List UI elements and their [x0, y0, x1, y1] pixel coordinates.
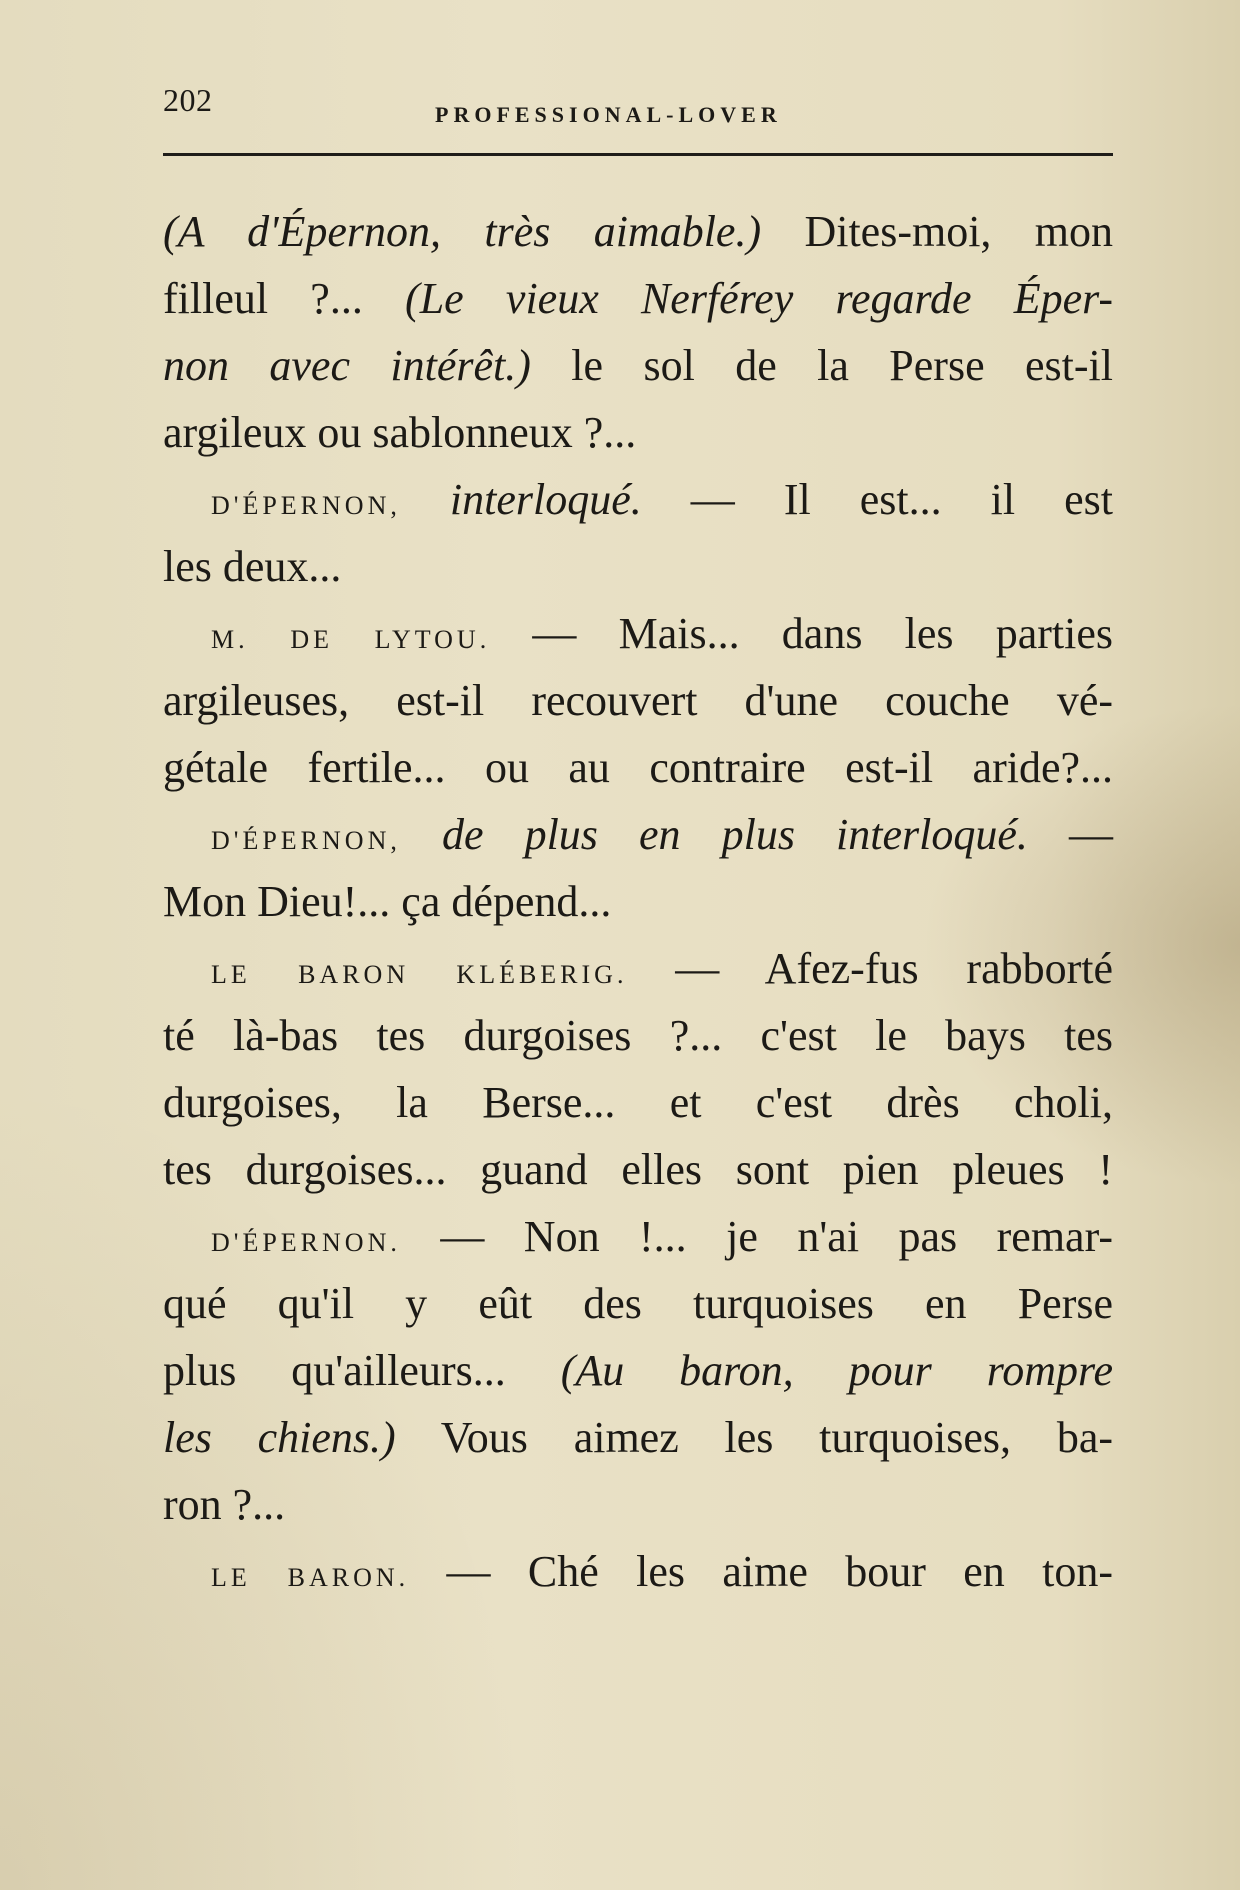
speaker-name: D'ÉPERNON,: [211, 826, 401, 855]
dialogue-text: ron ?...: [163, 1480, 286, 1529]
dialogue-text: filleul ?...: [163, 274, 406, 323]
header-rule: [163, 153, 1113, 156]
stage-direction: (Au baron, pour rompre: [560, 1346, 1113, 1395]
dialogue-text: — Mais... dans les parties: [490, 609, 1114, 658]
text-line: [163, 332, 1113, 399]
text-line: [163, 1404, 1113, 1471]
dialogue-text: argileux ou sablonneux ?...: [163, 408, 637, 457]
text-line: [163, 1538, 1113, 1605]
stage-direction: (A d'Épernon, très aimable.): [163, 207, 762, 256]
text-line: [163, 1069, 1113, 1136]
dialogue-text: les deux...: [163, 542, 342, 591]
speaker-name: D'ÉPERNON.: [211, 1228, 401, 1257]
text-line: [163, 935, 1113, 1002]
dialogue-text: — Il est... il est: [641, 475, 1113, 524]
speaker-name: LE BARON KLÉBERIG.: [211, 960, 628, 989]
speaker-name: D'ÉPERNON,: [211, 491, 401, 520]
dialogue-text: Dites-moi, mon: [761, 207, 1113, 256]
text-line: [163, 1203, 1113, 1270]
dialogue-text: qué qu'il y eût des turquoises en Perse: [163, 1279, 1113, 1328]
dialogue-text: argileuses, est-il recouvert d'une couche vé-: [163, 676, 1113, 725]
page-number: 202: [163, 82, 213, 118]
dialogue-text: durgoises, la Berse... et c'est drès choli,: [163, 1078, 1113, 1127]
text-line: [163, 801, 1113, 868]
text-line: [163, 533, 1113, 600]
text-line: [163, 1002, 1113, 1069]
dialogue-text: té là-bas tes durgoises ?... c'est le bays tes: [163, 1011, 1113, 1060]
dialogue-text: — Ché les aime bour en ton-: [409, 1547, 1113, 1596]
text-line: [163, 868, 1113, 935]
running-title: PROFESSIONAL-LOVER: [435, 102, 782, 127]
stage-direction: non avec intérêt.): [163, 341, 531, 390]
text-line: [163, 1136, 1113, 1203]
dialogue-text: — Afez-fus rabborté: [627, 944, 1113, 993]
text-line: [163, 399, 1113, 466]
stage-direction: (Le vieux Nerférey regarde Éper-: [405, 274, 1114, 323]
text-line: [163, 1471, 1113, 1538]
text-line: [163, 1337, 1113, 1404]
stage-direction: les chiens.): [163, 1413, 396, 1462]
stage-direction: interloqué.: [400, 475, 642, 524]
dialogue-text: tes durgoises... guand elles sont pien pleues !: [163, 1145, 1113, 1194]
text-line: [163, 1270, 1113, 1337]
text-line: [163, 667, 1113, 734]
text-line: [163, 466, 1113, 533]
dialogue-text: Vous aimez les turquoises, ba-: [395, 1413, 1114, 1462]
text-line: [163, 734, 1113, 801]
speaker-name: M. DE LYTOU.: [211, 625, 491, 654]
text-line: [163, 265, 1113, 332]
text-line: [163, 600, 1113, 667]
text-line: [163, 198, 1113, 265]
dialogue-text: Mon Dieu!... ça dépend...: [163, 877, 612, 926]
dialogue-text: —: [1027, 810, 1114, 859]
book-page: [163, 80, 1114, 1596]
dialogue-text: le sol de la Perse est-il: [530, 341, 1113, 390]
page-header: [163, 80, 1113, 150]
stage-direction: de plus en plus interloqué.: [400, 810, 1028, 859]
speaker-name: LE BARON.: [211, 1563, 410, 1592]
page-body: [163, 198, 1113, 1605]
dialogue-text: — Non !... je n'ai pas remar-: [400, 1212, 1113, 1261]
dialogue-text: plus qu'ailleurs...: [163, 1346, 561, 1395]
dialogue-text: gétale fertile... ou au contraire est-il aride?...: [163, 743, 1113, 792]
